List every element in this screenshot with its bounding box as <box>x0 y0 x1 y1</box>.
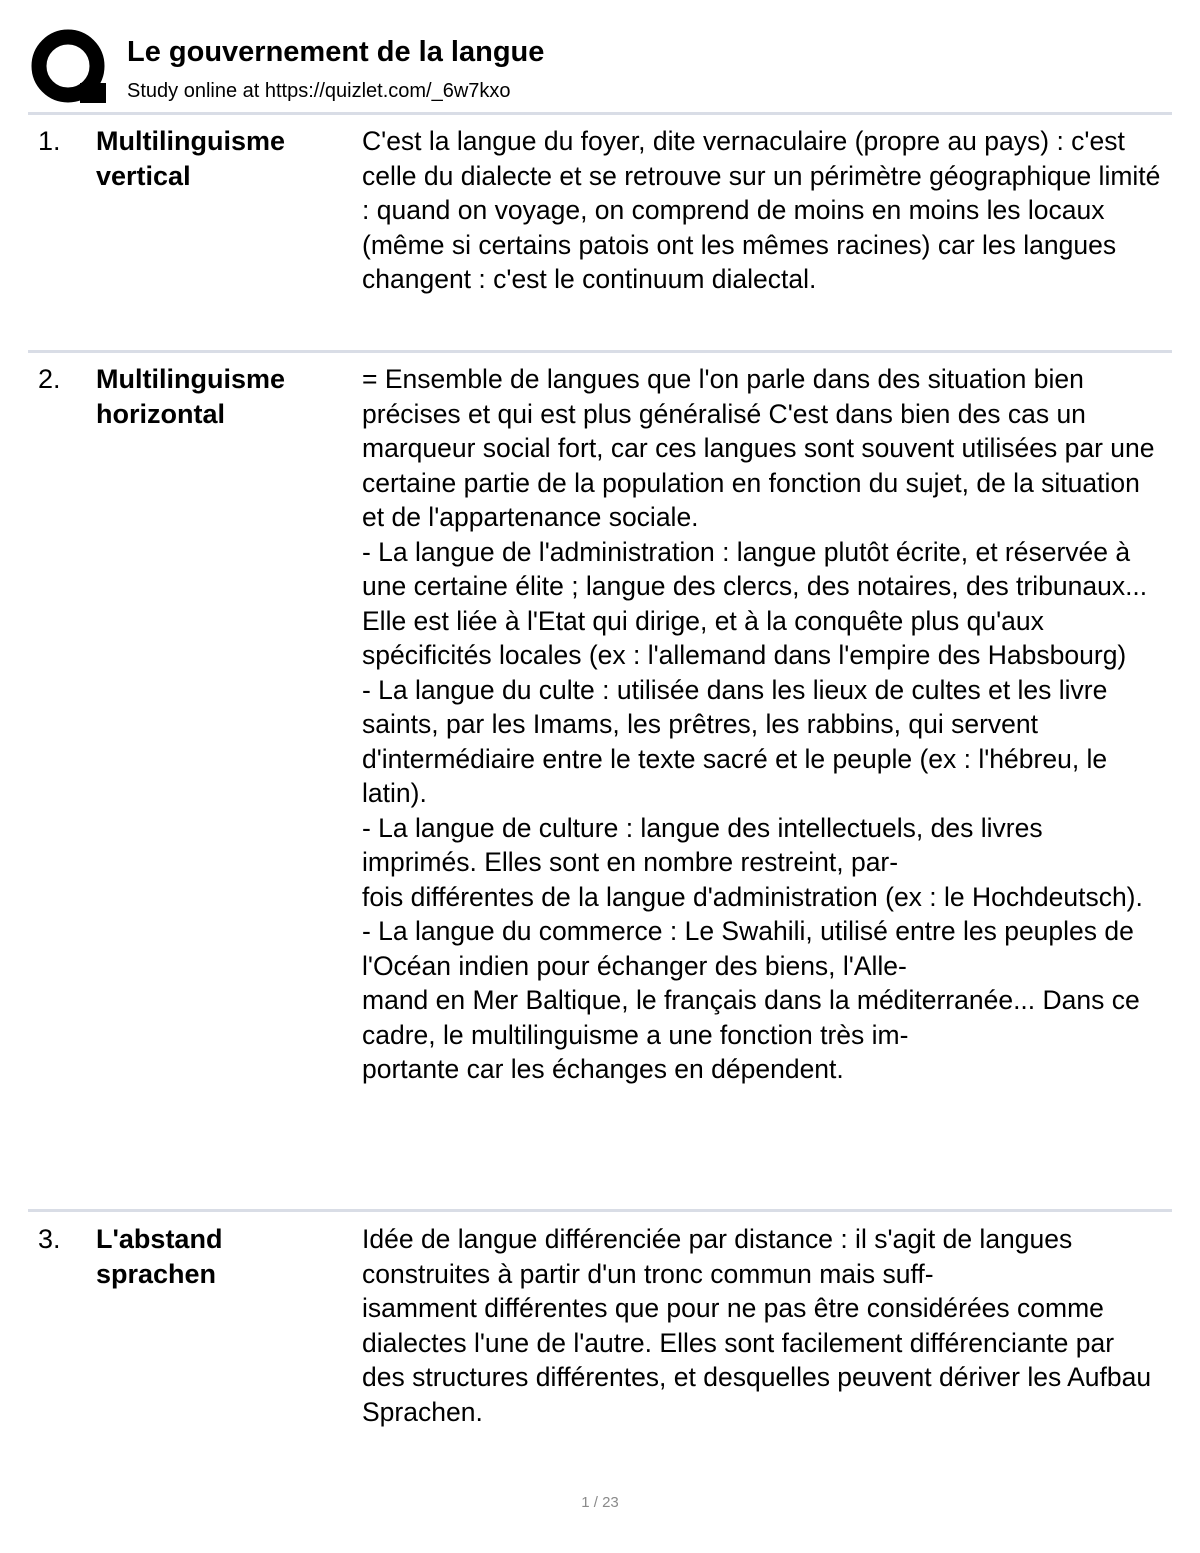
card-number: 2. <box>38 364 61 394</box>
quizlet-q-logo-icon <box>30 28 110 108</box>
card-term: Multilinguisme vertical <box>96 126 285 191</box>
card-definition: Idée de langue différenciée par distance : il s'agit de langues construites à partir d'un tronc commun mais suff- isamment différentes que pour ne pas être considérées comme dialectes l'une de l'autre. Elles sont facilement différenciante par des structures différentes, et desquelles peuvent dériver les Aufbau Sprachen. <box>362 1224 1152 1427</box>
page-header <box>30 28 1172 112</box>
divider <box>28 350 1172 353</box>
card-number: 3. <box>38 1224 61 1254</box>
card-definition: C'est la langue du foyer, dite vernaculaire (propre au pays) : c'est celle du dialecte et se retrouve sur un périmètre géographique limité : quand on voyage, on comprend de moins en moins les locaux (même si certains patois ont les mêmes racines) car les langues changent : c'est le continuum dialectal. <box>362 126 1161 294</box>
card-term: L'abstand sprachen <box>96 1224 223 1289</box>
card-definition: = Ensemble de langues que l'on parle dans des situation bien précises et qui est plus généralisé C'est dans bien des cas un marqueur social fort, car ces langues sont souvent utilisées par une certaine partie de la population en fonction du sujet, de la situation et de l'appartenance sociale. - La langue de l'administration : langue plutôt écrite, et réservée à une certaine élite ; langue des clercs, des notaires, des tribunaux... Elle est liée à l'Etat qui dirige, et à la conquête plus qu'aux spécificités locales (ex : l'allemand dans l'empire des Habsbourg) - La langue du culte : utilisée dans les lieux de cultes et les livre saints, par les Imams, les prêtres, les rabbins, qui servent d'intermédiaire entre le texte sacré et le peuple (ex : l'hébreu, le latin). - La langue de culture : langue des intellectuels, des livres imprimés. Elles sont en nombre restreint, par- fois différentes de la langue d'administration (ex : le Hochdeutsch). - La langue du commerce : Le Swahili, utilisé entre les peuples de l'Océan indien pour échanger des biens, l'Alle- mand en Mer Baltique, le français dans la méditerranée... Dans ce cadre, le multilinguisme a une fonction très im- portante car les échanges en dépendent. <box>362 364 1155 1084</box>
card-number: 1. <box>38 126 61 156</box>
divider <box>28 112 1172 115</box>
page-indicator: 1 / 23 <box>581 1494 619 1511</box>
set-title: Le gouvernement de la langue <box>127 36 545 68</box>
card-term: Multilinguisme horizontal <box>96 364 285 429</box>
divider <box>28 1209 1172 1212</box>
study-online-link[interactable]: Study online at https://quizlet.com/_6w7kxo <box>127 80 511 102</box>
